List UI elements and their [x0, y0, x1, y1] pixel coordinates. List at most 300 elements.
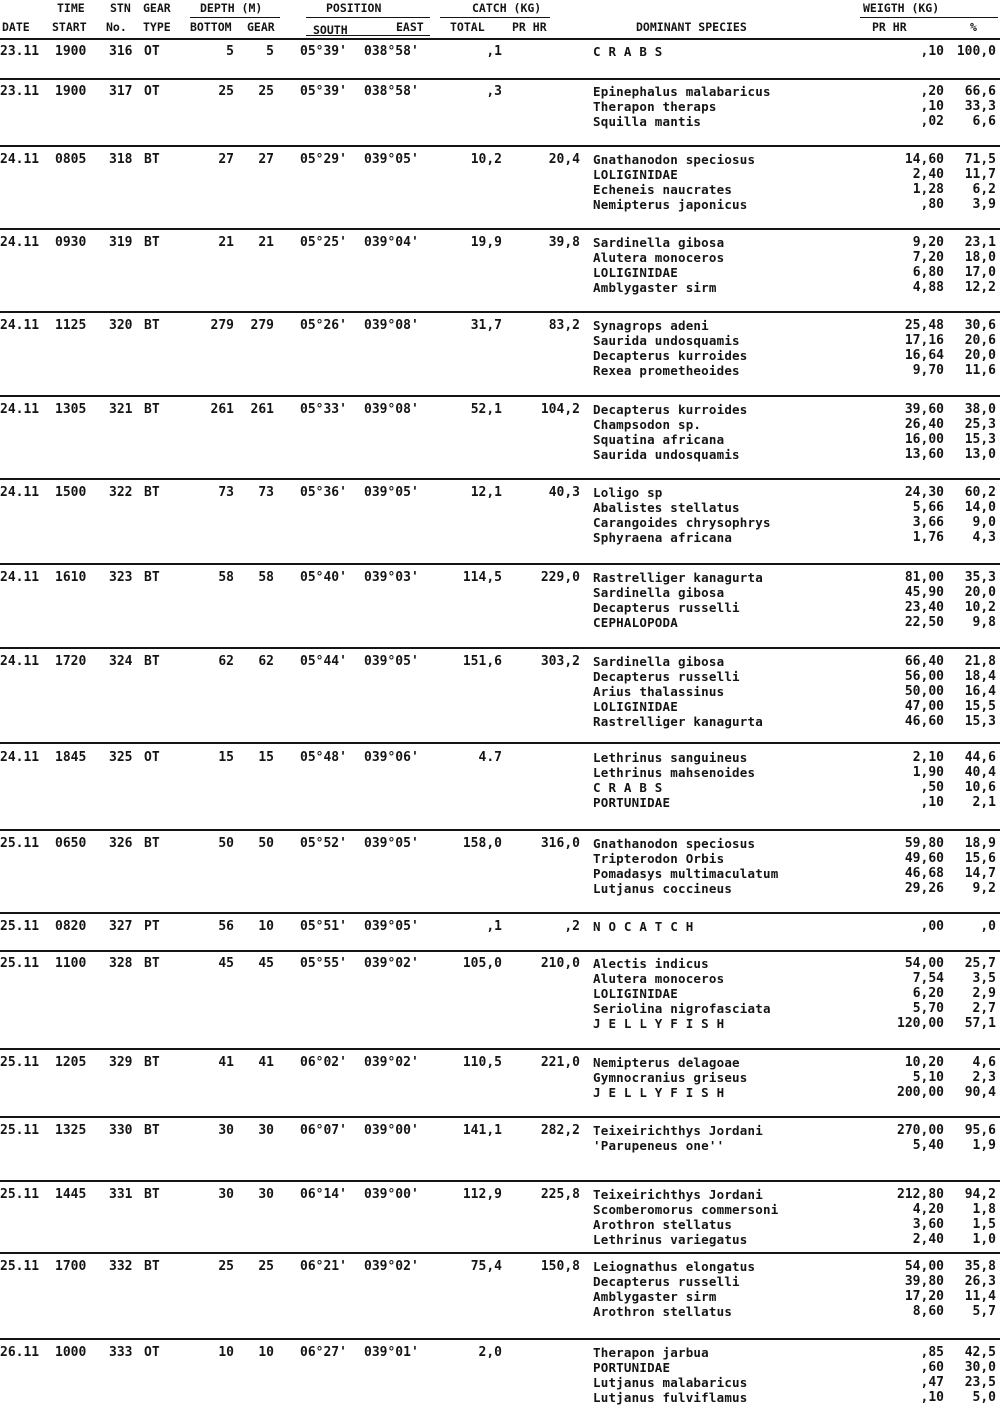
station-separator	[0, 1116, 1000, 1118]
catch-total: 2,0	[478, 1345, 502, 1360]
weight-per-hour-list	[868, 836, 944, 896]
species-percent: 14,0	[964, 500, 996, 515]
weight-per-hour-list	[868, 750, 944, 810]
catch-total: 105,0	[462, 956, 502, 971]
station-number: 322	[109, 485, 133, 500]
species-percent: 23,5	[964, 1375, 996, 1390]
species-percent: 16,4	[964, 684, 996, 699]
station-time-start: 1000	[55, 1345, 87, 1360]
station-date: 24.11	[0, 235, 40, 250]
station-time-start: 1445	[55, 1187, 87, 1202]
species-weight: ,85	[920, 1345, 944, 1360]
species-percent: 11,4	[964, 1289, 996, 1304]
species-percent: 25,7	[964, 956, 996, 971]
species-weight: 50,00	[904, 684, 944, 699]
catch-per-hour: 150,8	[540, 1259, 580, 1274]
species-name: Decapterus russelli	[593, 600, 740, 615]
species-name: Gymnocranius griseus	[593, 1070, 748, 1085]
species-name: Amblygaster sirm	[593, 280, 717, 295]
station-time-start: 0805	[55, 152, 87, 167]
position-south: 05°39'	[300, 44, 347, 59]
species-name: Scomberomorus commersoni	[593, 1202, 779, 1217]
station-row	[0, 956, 1000, 1031]
catch-per-hour: 221,0	[540, 1055, 580, 1070]
species-name: Nemipterus japonicus	[593, 197, 748, 212]
position-south: 06°14'	[300, 1187, 347, 1202]
station-gear-type: OT	[144, 1345, 160, 1360]
species-name: Saurida undosquamis	[593, 333, 740, 348]
station-row	[0, 919, 1000, 934]
depth-gear: 58	[258, 570, 274, 585]
species-weight: 23,40	[904, 600, 944, 615]
position-south: 05°40'	[300, 570, 347, 585]
species-weight: ,10	[920, 99, 944, 114]
species-weight: ,47	[920, 1375, 944, 1390]
species-percent: 5,7	[972, 1304, 996, 1319]
species-percent: 100,0	[956, 44, 996, 59]
species-weight: 9,20	[912, 235, 944, 250]
depth-bottom: 41	[218, 1055, 234, 1070]
species-weight: 49,60	[904, 851, 944, 866]
species-percent: 18,9	[964, 836, 996, 851]
header-dominant-species: DOMINANT SPECIES	[636, 20, 747, 34]
catch-per-hour: 316,0	[540, 836, 580, 851]
species-percent: 23,1	[964, 235, 996, 250]
dominant-species-list	[593, 919, 693, 934]
depth-gear: 21	[258, 235, 274, 250]
percent-list	[946, 152, 996, 212]
species-weight: 7,54	[912, 971, 944, 986]
position-east: 039°00'	[364, 1187, 419, 1202]
species-percent: 9,8	[972, 615, 996, 630]
catch-per-hour: 20,4	[548, 152, 580, 167]
station-gear-type: BT	[144, 654, 160, 669]
depth-gear: 15	[258, 750, 274, 765]
percent-list	[946, 654, 996, 729]
species-percent: 30,6	[964, 318, 996, 333]
station-number: 328	[109, 956, 133, 971]
catch-total: 158,0	[462, 836, 502, 851]
station-time-start: 1900	[55, 84, 87, 99]
catch-per-hour: 39,8	[548, 235, 580, 250]
species-name: Alectis indicus	[593, 956, 709, 971]
species-percent: 90,4	[964, 1085, 996, 1100]
station-gear-type: OT	[144, 44, 160, 59]
position-south: 06°07'	[300, 1123, 347, 1138]
percent-list	[946, 318, 996, 378]
dominant-species-list	[593, 152, 755, 212]
position-east: 039°00'	[364, 1123, 419, 1138]
species-percent: 35,8	[964, 1259, 996, 1274]
position-south: 05°26'	[300, 318, 347, 333]
species-percent: 3,5	[972, 971, 996, 986]
station-time-start: 1610	[55, 570, 87, 585]
station-separator	[0, 912, 1000, 914]
station-gear-type: BT	[144, 956, 160, 971]
species-percent: 33,3	[964, 99, 996, 114]
station-date: 25.11	[0, 1259, 40, 1274]
percent-list	[946, 402, 996, 462]
species-weight: 47,00	[904, 699, 944, 714]
station-number: 321	[109, 402, 133, 417]
station-time-start: 1500	[55, 485, 87, 500]
position-east: 039°03'	[364, 570, 419, 585]
species-percent: 2,3	[972, 1070, 996, 1085]
species-weight: 5,66	[912, 500, 944, 515]
species-weight: 1,90	[912, 765, 944, 780]
species-percent: 1,8	[972, 1202, 996, 1217]
header-depth-bottom: BOTTOM	[190, 20, 232, 34]
weight-per-hour-list	[868, 1123, 944, 1153]
weight-per-hour-list	[868, 1055, 944, 1100]
station-date: 23.11	[0, 84, 40, 99]
percent-list	[946, 1187, 996, 1247]
species-name: Lethrinus sanguineus	[593, 750, 748, 765]
species-weight: 2,40	[912, 167, 944, 182]
dominant-species-list	[593, 1055, 748, 1100]
species-name: LOLIGINIDAE	[593, 167, 678, 182]
weight-per-hour-list	[868, 919, 944, 934]
weight-per-hour-list	[868, 1259, 944, 1319]
weight-per-hour-list	[868, 654, 944, 729]
species-percent: 18,4	[964, 669, 996, 684]
depth-gear: 10	[258, 919, 274, 934]
species-name: Champsodon sp.	[593, 417, 702, 432]
species-weight: 2,10	[912, 750, 944, 765]
station-time-start: 1720	[55, 654, 87, 669]
station-row	[0, 235, 1000, 295]
depth-bottom: 30	[218, 1123, 234, 1138]
depth-gear: 25	[258, 1259, 274, 1274]
species-weight: 46,68	[904, 866, 944, 881]
position-east: 039°05'	[364, 836, 419, 851]
depth-bottom: 73	[218, 485, 234, 500]
species-percent: 20,6	[964, 333, 996, 348]
station-number: 326	[109, 836, 133, 851]
depth-gear: 50	[258, 836, 274, 851]
species-weight: ,20	[920, 84, 944, 99]
species-weight: 59,80	[904, 836, 944, 851]
species-weight: ,10	[920, 795, 944, 810]
species-weight: ,10	[920, 44, 944, 59]
weight-per-hour-list	[868, 956, 944, 1031]
station-separator	[0, 1180, 1000, 1182]
percent-list	[946, 956, 996, 1031]
percent-list	[946, 1055, 996, 1100]
species-weight: 16,64	[904, 348, 944, 363]
species-percent: 66,6	[964, 84, 996, 99]
station-row	[0, 84, 1000, 129]
position-lower-underline	[306, 35, 430, 36]
station-separator	[0, 829, 1000, 831]
station-separator	[0, 38, 1000, 40]
species-name: Epinephalus malabaricus	[593, 84, 771, 99]
position-east: 039°05'	[364, 485, 419, 500]
weight-per-hour-list	[868, 318, 944, 378]
station-row	[0, 402, 1000, 462]
species-weight: 4,88	[912, 280, 944, 295]
species-percent: 10,2	[964, 600, 996, 615]
species-percent: 15,3	[964, 432, 996, 447]
dominant-species-list	[593, 570, 763, 630]
station-row	[0, 1345, 1000, 1405]
position-south: 05°48'	[300, 750, 347, 765]
position-south: 05°51'	[300, 919, 347, 934]
depth-bottom: 50	[218, 836, 234, 851]
species-name: C R A B S	[593, 780, 663, 795]
station-separator	[0, 563, 1000, 565]
species-name: Nemipterus delagoae	[593, 1055, 740, 1070]
station-gear-type: OT	[144, 84, 160, 99]
species-weight: 270,00	[897, 1123, 944, 1138]
species-percent: 15,6	[964, 851, 996, 866]
header-position-east: EAST	[396, 20, 424, 34]
species-weight: ,00	[920, 919, 944, 934]
species-percent: 6,2	[972, 182, 996, 197]
station-number: 333	[109, 1345, 133, 1360]
station-row	[0, 44, 1000, 59]
dominant-species-list	[593, 1123, 763, 1153]
species-name: Gnathanodon speciosus	[593, 836, 756, 851]
depth-gear: 30	[258, 1123, 274, 1138]
species-percent: 14,7	[964, 866, 996, 881]
depth-gear: 41	[258, 1055, 274, 1070]
station-time-start: 1305	[55, 402, 87, 417]
species-name: Teixeirichthys Jordani	[593, 1187, 763, 1202]
station-number: 317	[109, 84, 133, 99]
depth-underline	[190, 17, 280, 18]
station-number: 316	[109, 44, 133, 59]
species-percent: 17,0	[964, 265, 996, 280]
position-east: 039°06'	[364, 750, 419, 765]
station-number: 323	[109, 570, 133, 585]
weight-per-hour-list	[868, 235, 944, 295]
species-percent: 10,6	[964, 780, 996, 795]
station-number: 324	[109, 654, 133, 669]
species-weight: 17,20	[904, 1289, 944, 1304]
species-weight: 10,20	[904, 1055, 944, 1070]
species-name: J E L L Y F I S H	[593, 1016, 725, 1031]
depth-bottom: 45	[218, 956, 234, 971]
species-weight: 6,80	[912, 265, 944, 280]
station-time-start: 0820	[55, 919, 87, 934]
dominant-species-list	[593, 44, 663, 59]
species-name: LOLIGINIDAE	[593, 699, 678, 714]
station-time-start: 0650	[55, 836, 87, 851]
species-name: C R A B S	[593, 44, 663, 59]
header-catch-prhr: PR HR	[512, 20, 547, 34]
station-separator	[0, 647, 1000, 649]
station-separator	[0, 1338, 1000, 1340]
species-weight: 2,40	[912, 1232, 944, 1247]
station-gear-type: BT	[144, 1123, 160, 1138]
header-catch: CATCH (KG)	[472, 1, 542, 15]
dominant-species-list	[593, 836, 778, 896]
station-gear-type: OT	[144, 750, 160, 765]
species-weight: 39,80	[904, 1274, 944, 1289]
species-percent: 30,0	[964, 1360, 996, 1375]
percent-list	[946, 44, 996, 59]
catch-underline	[440, 17, 550, 18]
species-weight: 25,48	[904, 318, 944, 333]
station-separator	[0, 311, 1000, 313]
species-percent: 2,1	[972, 795, 996, 810]
species-percent: 20,0	[964, 585, 996, 600]
dominant-species-list	[593, 956, 771, 1031]
species-weight: ,80	[920, 197, 944, 212]
dominant-species-list	[593, 235, 724, 295]
station-gear-type: BT	[144, 1259, 160, 1274]
header-weigth-prhr: PR HR	[872, 20, 907, 34]
species-name: PORTUNIDAE	[593, 1360, 671, 1375]
species-weight: 26,40	[904, 417, 944, 432]
weight-per-hour-list	[868, 570, 944, 630]
species-percent: 18,0	[964, 250, 996, 265]
species-name: Abalistes stellatus	[593, 500, 740, 515]
species-weight: 66,40	[904, 654, 944, 669]
species-weight: 39,60	[904, 402, 944, 417]
species-weight: 24,30	[904, 485, 944, 500]
position-east: 039°02'	[364, 956, 419, 971]
species-name: Rastrelliger kanagurta	[593, 570, 763, 585]
position-east: 039°02'	[364, 1259, 419, 1274]
depth-gear: 10	[258, 1345, 274, 1360]
species-name: Sardinella gibosa	[593, 235, 725, 250]
species-weight: 7,20	[912, 250, 944, 265]
station-date: 23.11	[0, 44, 40, 59]
depth-gear: 45	[258, 956, 274, 971]
catch-total: 52,1	[470, 402, 502, 417]
station-date: 24.11	[0, 750, 40, 765]
dominant-species-list	[593, 1259, 755, 1319]
position-south: 05°39'	[300, 84, 347, 99]
weight-per-hour-list	[868, 1187, 944, 1247]
species-percent: 21,8	[964, 654, 996, 669]
station-time-start: 1100	[55, 956, 87, 971]
station-gear-type: BT	[144, 836, 160, 851]
species-percent: 40,4	[964, 765, 996, 780]
position-east: 039°08'	[364, 402, 419, 417]
species-name: Lethrinus mahsenoides	[593, 765, 756, 780]
station-date: 25.11	[0, 1123, 40, 1138]
header-date: DATE	[2, 20, 30, 34]
species-percent: 9,0	[972, 515, 996, 530]
species-weight: 29,26	[904, 881, 944, 896]
catch-per-hour: ,2	[564, 919, 580, 934]
station-time-start: 1325	[55, 1123, 87, 1138]
station-row	[0, 570, 1000, 630]
species-name: Teixeirichthys Jordani	[593, 1123, 763, 1138]
station-date: 24.11	[0, 318, 40, 333]
species-weight: 9,70	[912, 363, 944, 378]
depth-bottom: 58	[218, 570, 234, 585]
species-weight: 3,60	[912, 1217, 944, 1232]
station-time-start: 1125	[55, 318, 87, 333]
station-gear-type: PT	[144, 919, 160, 934]
station-number: 330	[109, 1123, 133, 1138]
station-separator	[0, 78, 1000, 80]
station-gear-type: BT	[144, 1187, 160, 1202]
species-weight: 56,00	[904, 669, 944, 684]
station-gear-type: BT	[144, 570, 160, 585]
station-row	[0, 318, 1000, 378]
species-name: Seriolina nigrofasciata	[593, 1001, 771, 1016]
station-row	[0, 485, 1000, 545]
depth-gear: 62	[258, 654, 274, 669]
depth-bottom: 27	[218, 152, 234, 167]
station-number: 331	[109, 1187, 133, 1202]
species-percent: 4,6	[972, 1055, 996, 1070]
header-stn-line2: No.	[106, 20, 127, 34]
percent-list	[946, 1345, 996, 1405]
species-weight: 22,50	[904, 615, 944, 630]
position-underline	[306, 17, 430, 18]
position-south: 05°25'	[300, 235, 347, 250]
station-time-start: 1205	[55, 1055, 87, 1070]
catch-total: 31,7	[470, 318, 502, 333]
station-gear-type: BT	[144, 318, 160, 333]
position-east: 038°58'	[364, 44, 419, 59]
depth-gear: 279	[250, 318, 274, 333]
species-percent: 57,1	[964, 1016, 996, 1031]
station-number: 327	[109, 919, 133, 934]
station-separator	[0, 742, 1000, 744]
species-percent: 12,2	[964, 280, 996, 295]
species-weight: 5,40	[912, 1138, 944, 1153]
species-percent: 25,3	[964, 417, 996, 432]
species-name: Loligo sp	[593, 485, 663, 500]
station-row	[0, 1259, 1000, 1319]
species-percent: 11,7	[964, 167, 996, 182]
position-east: 039°02'	[364, 1055, 419, 1070]
percent-list	[946, 1123, 996, 1153]
station-date: 24.11	[0, 654, 40, 669]
species-name: Rastrelliger kanagurta	[593, 714, 763, 729]
species-percent: 9,2	[972, 881, 996, 896]
station-date: 24.11	[0, 402, 40, 417]
species-percent: 26,3	[964, 1274, 996, 1289]
species-percent: 6,6	[972, 114, 996, 129]
catch-per-hour: 210,0	[540, 956, 580, 971]
header-gear-line1: GEAR	[143, 1, 171, 15]
weight-per-hour-list	[868, 44, 944, 59]
station-row	[0, 654, 1000, 729]
catch-total: 4.7	[478, 750, 502, 765]
species-name: Sardinella gibosa	[593, 585, 725, 600]
header-time-line1: TIME	[57, 1, 85, 15]
position-south: 05°44'	[300, 654, 347, 669]
species-name: N O C A T C H	[593, 919, 694, 934]
species-percent: 4,3	[972, 530, 996, 545]
species-name: Arius thalassinus	[593, 684, 725, 699]
depth-bottom: 15	[218, 750, 234, 765]
species-name: Decapterus russelli	[593, 669, 740, 684]
species-name: Decapterus kurroides	[593, 348, 748, 363]
header-position-south: SOUTH	[313, 23, 348, 37]
depth-bottom: 21	[218, 235, 234, 250]
position-east: 039°05'	[364, 654, 419, 669]
species-weight: ,02	[920, 114, 944, 129]
percent-list	[946, 836, 996, 896]
position-east: 039°01'	[364, 1345, 419, 1360]
percent-list	[946, 919, 996, 934]
species-name: Decapterus kurroides	[593, 402, 748, 417]
species-percent: 15,3	[964, 714, 996, 729]
species-name: Arothron stellatus	[593, 1304, 733, 1319]
station-number: 332	[109, 1259, 133, 1274]
catch-per-hour: 282,2	[540, 1123, 580, 1138]
species-name: Arothron stellatus	[593, 1217, 733, 1232]
